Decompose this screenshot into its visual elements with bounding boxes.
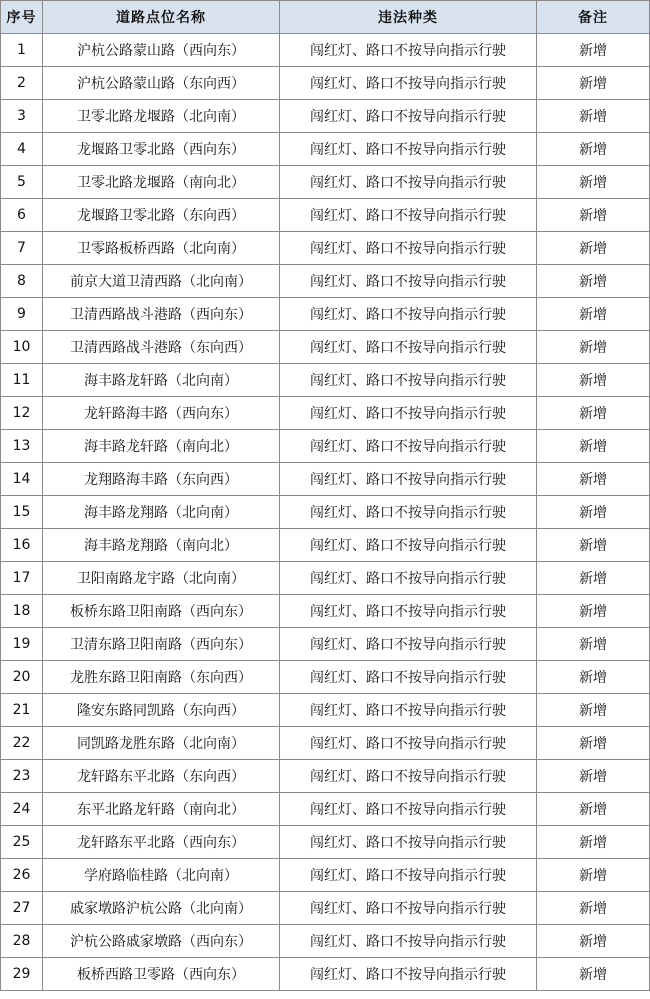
row-note: 新增	[537, 430, 650, 463]
row-location-name: 前京大道卫清西路（北向南）	[43, 265, 280, 298]
row-location-name: 卫清东路卫阳南路（西向东）	[43, 628, 280, 661]
row-serial-number: 22	[1, 727, 43, 760]
row-note: 新增	[537, 760, 650, 793]
header-violation-type: 违法种类	[280, 1, 537, 34]
row-serial-number: 7	[1, 232, 43, 265]
row-location-name: 龙堰路卫零北路（东向西）	[43, 199, 280, 232]
row-note: 新增	[537, 67, 650, 100]
row-location-name: 龙胜东路卫阳南路（东向西）	[43, 661, 280, 694]
table-row	[1, 694, 650, 727]
row-location-name: 海丰路龙轩路（南向北）	[43, 430, 280, 463]
table-row	[1, 133, 650, 166]
table-row	[1, 529, 650, 562]
row-note: 新增	[537, 34, 650, 67]
row-note: 新增	[537, 925, 650, 958]
row-note: 新增	[537, 529, 650, 562]
header-location-name: 道路点位名称	[43, 1, 280, 34]
table-row	[1, 892, 650, 925]
table-row	[1, 298, 650, 331]
row-serial-number: 19	[1, 628, 43, 661]
row-violation-type: 闯红灯、路口不按导向指示行驶	[280, 925, 537, 958]
row-serial-number: 21	[1, 694, 43, 727]
row-location-name: 沪杭公路蒙山路（东向西）	[43, 67, 280, 100]
row-location-name: 板桥东路卫阳南路（西向东）	[43, 595, 280, 628]
row-note: 新增	[537, 166, 650, 199]
table-row	[1, 34, 650, 67]
row-serial-number: 23	[1, 760, 43, 793]
row-violation-type: 闯红灯、路口不按导向指示行驶	[280, 628, 537, 661]
row-location-name: 卫零路板桥西路（北向南）	[43, 232, 280, 265]
table-row	[1, 430, 650, 463]
row-violation-type: 闯红灯、路口不按导向指示行驶	[280, 166, 537, 199]
table-row	[1, 496, 650, 529]
row-location-name: 隆安东路同凯路（东向西）	[43, 694, 280, 727]
row-note: 新增	[537, 826, 650, 859]
table-row	[1, 100, 650, 133]
row-location-name: 龙翔路海丰路（东向西）	[43, 463, 280, 496]
row-note: 新增	[537, 397, 650, 430]
row-location-name: 沪杭公路戚家墩路（西向东）	[43, 925, 280, 958]
row-violation-type: 闯红灯、路口不按导向指示行驶	[280, 958, 537, 991]
row-violation-type: 闯红灯、路口不按导向指示行驶	[280, 397, 537, 430]
row-violation-type: 闯红灯、路口不按导向指示行驶	[280, 529, 537, 562]
row-location-name: 卫零北路龙堰路（北向南）	[43, 100, 280, 133]
row-serial-number: 29	[1, 958, 43, 991]
row-note: 新增	[537, 133, 650, 166]
row-violation-type: 闯红灯、路口不按导向指示行驶	[280, 298, 537, 331]
row-location-name: 海丰路龙轩路（北向南）	[43, 364, 280, 397]
table-row	[1, 595, 650, 628]
row-location-name: 海丰路龙翔路（南向北）	[43, 529, 280, 562]
row-violation-type: 闯红灯、路口不按导向指示行驶	[280, 364, 537, 397]
row-violation-type: 闯红灯、路口不按导向指示行驶	[280, 595, 537, 628]
row-note: 新增	[537, 496, 650, 529]
table-row	[1, 397, 650, 430]
table-row	[1, 232, 650, 265]
row-serial-number: 25	[1, 826, 43, 859]
row-serial-number: 5	[1, 166, 43, 199]
table-row	[1, 628, 650, 661]
row-serial-number: 15	[1, 496, 43, 529]
row-location-name: 海丰路龙翔路（北向南）	[43, 496, 280, 529]
row-note: 新增	[537, 298, 650, 331]
row-location-name: 学府路临桂路（北向南）	[43, 859, 280, 892]
table-row	[1, 859, 650, 892]
row-violation-type: 闯红灯、路口不按导向指示行驶	[280, 34, 537, 67]
row-violation-type: 闯红灯、路口不按导向指示行驶	[280, 760, 537, 793]
row-violation-type: 闯红灯、路口不按导向指示行驶	[280, 892, 537, 925]
row-violation-type: 闯红灯、路口不按导向指示行驶	[280, 694, 537, 727]
row-violation-type: 闯红灯、路口不按导向指示行驶	[280, 826, 537, 859]
row-note: 新增	[537, 859, 650, 892]
row-note: 新增	[537, 463, 650, 496]
row-serial-number: 4	[1, 133, 43, 166]
row-serial-number: 18	[1, 595, 43, 628]
row-violation-type: 闯红灯、路口不按导向指示行驶	[280, 331, 537, 364]
row-location-name: 东平北路龙轩路（南向北）	[43, 793, 280, 826]
table-row	[1, 727, 650, 760]
row-violation-type: 闯红灯、路口不按导向指示行驶	[280, 100, 537, 133]
row-serial-number: 26	[1, 859, 43, 892]
row-note: 新增	[537, 199, 650, 232]
row-note: 新增	[537, 661, 650, 694]
table-row	[1, 67, 650, 100]
row-serial-number: 8	[1, 265, 43, 298]
row-note: 新增	[537, 331, 650, 364]
row-note: 新增	[537, 694, 650, 727]
row-note: 新增	[537, 628, 650, 661]
table-row	[1, 463, 650, 496]
row-serial-number: 9	[1, 298, 43, 331]
table-row	[1, 826, 650, 859]
row-serial-number: 28	[1, 925, 43, 958]
row-location-name: 板桥西路卫零路（西向东）	[43, 958, 280, 991]
row-serial-number: 13	[1, 430, 43, 463]
row-violation-type: 闯红灯、路口不按导向指示行驶	[280, 793, 537, 826]
row-violation-type: 闯红灯、路口不按导向指示行驶	[280, 562, 537, 595]
table-row	[1, 925, 650, 958]
row-location-name: 龙堰路卫零北路（西向东）	[43, 133, 280, 166]
table-row	[1, 958, 650, 991]
table-row	[1, 166, 650, 199]
header-note: 备注	[537, 1, 650, 34]
table-row	[1, 331, 650, 364]
table-row	[1, 562, 650, 595]
row-violation-type: 闯红灯、路口不按导向指示行驶	[280, 67, 537, 100]
table-header-row	[1, 1, 650, 34]
row-violation-type: 闯红灯、路口不按导向指示行驶	[280, 265, 537, 298]
row-note: 新增	[537, 364, 650, 397]
row-violation-type: 闯红灯、路口不按导向指示行驶	[280, 859, 537, 892]
row-serial-number: 12	[1, 397, 43, 430]
row-serial-number: 1	[1, 34, 43, 67]
row-note: 新增	[537, 562, 650, 595]
row-note: 新增	[537, 265, 650, 298]
row-violation-type: 闯红灯、路口不按导向指示行驶	[280, 463, 537, 496]
table-row	[1, 793, 650, 826]
table-row	[1, 364, 650, 397]
row-violation-type: 闯红灯、路口不按导向指示行驶	[280, 727, 537, 760]
table-row	[1, 760, 650, 793]
row-serial-number: 6	[1, 199, 43, 232]
table-row	[1, 265, 650, 298]
row-location-name: 卫清西路战斗港路（东向西）	[43, 331, 280, 364]
row-serial-number: 24	[1, 793, 43, 826]
table-row	[1, 199, 650, 232]
row-location-name: 同凯路龙胜东路（北向南）	[43, 727, 280, 760]
row-serial-number: 17	[1, 562, 43, 595]
row-location-name: 龙轩路东平北路（东向西）	[43, 760, 280, 793]
row-violation-type: 闯红灯、路口不按导向指示行驶	[280, 430, 537, 463]
row-serial-number: 16	[1, 529, 43, 562]
row-serial-number: 10	[1, 331, 43, 364]
row-violation-type: 闯红灯、路口不按导向指示行驶	[280, 496, 537, 529]
row-violation-type: 闯红灯、路口不按导向指示行驶	[280, 199, 537, 232]
row-location-name: 卫清西路战斗港路（西向东）	[43, 298, 280, 331]
table-body	[1, 34, 650, 991]
row-note: 新增	[537, 727, 650, 760]
row-serial-number: 14	[1, 463, 43, 496]
table-row	[1, 661, 650, 694]
row-location-name: 卫零北路龙堰路（南向北）	[43, 166, 280, 199]
row-serial-number: 27	[1, 892, 43, 925]
row-note: 新增	[537, 100, 650, 133]
row-location-name: 沪杭公路蒙山路（西向东）	[43, 34, 280, 67]
row-violation-type: 闯红灯、路口不按导向指示行驶	[280, 133, 537, 166]
row-location-name: 龙轩路东平北路（西向东）	[43, 826, 280, 859]
row-serial-number: 11	[1, 364, 43, 397]
row-location-name: 卫阳南路龙宇路（北向南）	[43, 562, 280, 595]
header-serial-number: 序号	[1, 1, 43, 34]
row-violation-type: 闯红灯、路口不按导向指示行驶	[280, 232, 537, 265]
row-note: 新增	[537, 958, 650, 991]
row-note: 新增	[537, 892, 650, 925]
row-serial-number: 3	[1, 100, 43, 133]
row-note: 新增	[537, 595, 650, 628]
row-note: 新增	[537, 793, 650, 826]
row-location-name: 戚家墩路沪杭公路（北向南）	[43, 892, 280, 925]
row-violation-type: 闯红灯、路口不按导向指示行驶	[280, 661, 537, 694]
row-note: 新增	[537, 232, 650, 265]
row-serial-number: 20	[1, 661, 43, 694]
row-serial-number: 2	[1, 67, 43, 100]
row-location-name: 龙轩路海丰路（西向东）	[43, 397, 280, 430]
